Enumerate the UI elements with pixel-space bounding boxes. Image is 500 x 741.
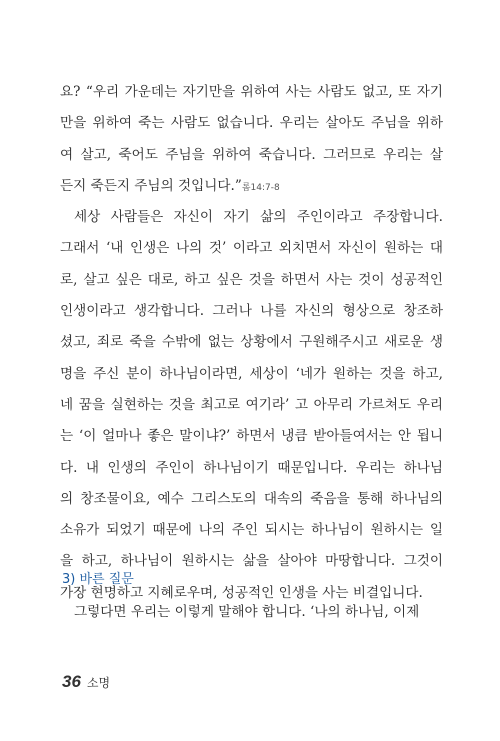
book-title: 소명: [86, 676, 111, 690]
page-footer: [62, 672, 110, 692]
text-line: 셨고, 죄로 죽을 수밖에 없는 상황에서 구원해주시고 새로운 생: [60, 334, 443, 351]
scripture-reference: 롬14:7-8: [241, 182, 280, 193]
text-line: 만을 위하여 죽는 사람도 없습니다. 우리는 살아도 주님을 위하: [60, 115, 443, 132]
text-line: 네 꿈을 실현하는 것을 최고로 여기라’ 고 아무리 가르쳐도 우리: [60, 396, 443, 413]
body-text: [60, 77, 443, 609]
text-line: 명을 주신 분이 하나님이라면, 세상이 ‘네가 원하는 것을 하고,: [60, 365, 443, 382]
text-line: 세상 사람들은 자신이 자기 삶의 주인이라고 주장합니다.: [74, 209, 443, 226]
text-line: 의 창조물이요, 예수 그리스도의 대속의 죽음을 통해 하나님의: [60, 490, 443, 507]
text-line: 인생이라고 생각합니다. 그러나 나를 자신의 형상으로 창조하: [60, 303, 443, 320]
text-line: [60, 171, 443, 202]
text-line: 소유가 되었기 때문에 나의 주인 되시는 하나님이 원하시는 일: [60, 522, 443, 539]
text-line: 는 ‘이 얼마나 좋은 말이냐?’ 하면서 냉큼 받아들여서는 안 됩니: [60, 428, 443, 445]
text-line: 그렇다면 우리는 이렇게 말해야 합니다. ‘나의 하나님, 이제: [74, 604, 420, 620]
text-line: 여 살고, 죽어도 주님을 위하여 죽습니다. 그러므로 우리는 살: [60, 146, 443, 163]
text-line: 로, 살고 싶은 대로, 하고 싶은 것을 하면서 사는 것이 성공적인: [60, 271, 443, 288]
text-line: 을 하고, 하나님이 원하시는 삶을 살아야 마땅합니다. 그것이: [60, 553, 443, 570]
body-text-continued: [60, 597, 443, 628]
section-heading: 3) 바른 질문: [62, 572, 134, 587]
text-line: 가장 현명하고 지혜로우며, 성공적인 인생을 사는 비결입니다.: [60, 584, 423, 601]
page-number: 36: [62, 672, 81, 691]
text-line: 그래서 ‘내 인생은 나의 것’ 이라고 외치면서 자신이 원하는 대: [60, 240, 443, 257]
text-line: 다. 내 인생의 주인이 하나님이기 때문입니다. 우리는 하나님: [60, 459, 443, 476]
text-line: 요? “우리 가운데는 자기만을 위하여 사는 사람도 없고, 또 자기: [60, 84, 443, 100]
quote-end-text: 든지 죽든지 주님의 것입니다.”: [60, 177, 242, 194]
